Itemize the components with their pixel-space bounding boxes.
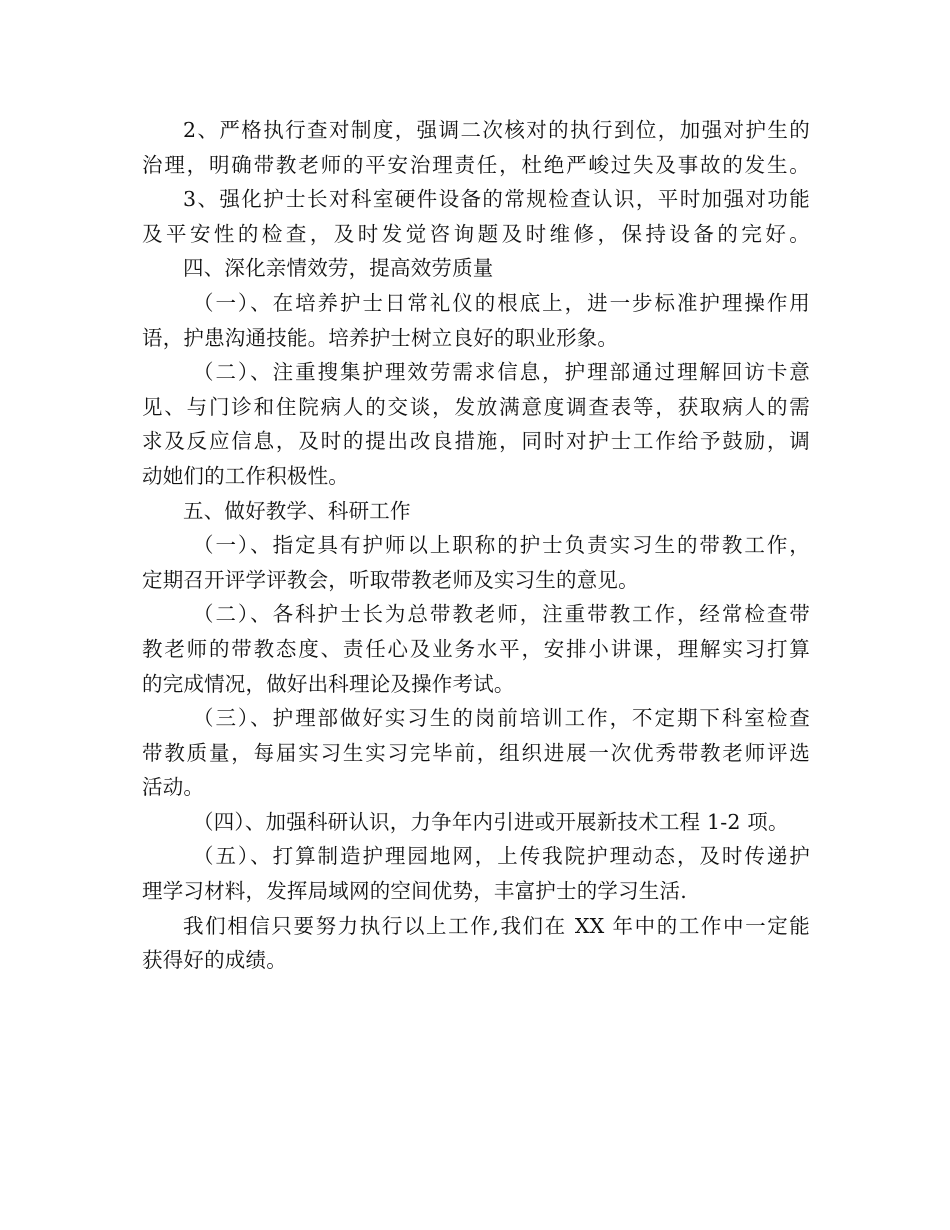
text-line: 的完成情况，做好出科理论及操作考试。 (142, 671, 515, 696)
document-body (142, 113, 810, 978)
text-line: 3、强化护士长对科室硬件设备的常规检查认识，平时加强对功能 (183, 187, 810, 212)
text-line: 2、严格执行查对制度，强调二次核对的执行到位，加强对护生的 (183, 118, 810, 142)
section-heading: 五、做好教学、科研工作 (183, 498, 411, 523)
text-line: 教老师的带教态度、责任心及业务水平，安排小讲课，理解实习打算 (142, 636, 810, 661)
text-line: 带教质量，每届实习生实习完毕前，组织进展一次优秀带教老师评选 (142, 740, 810, 765)
text-line: 定期召开评学评教会，听取带教老师及实习生的意见。 (142, 567, 639, 592)
text-line: （二）、各科护士长为总带教老师，注重带教工作，经常检查带 (193, 602, 810, 627)
text-line: 我们相信只要努力执行以上工作,我们在 XX 年中的工作中一定能 (183, 913, 810, 938)
text-line: （四）、加强科研认识，力争年内引进或开展新技术工程 1-2 项。 (193, 809, 789, 834)
text-line: （二）、注重搜集护理效劳需求信息，护理部通过理解回访卡意 (193, 360, 810, 385)
text-line: （一）、在培养护士日常礼仪的根底上，进一步标准护理操作用 (193, 290, 810, 315)
text-line: 活动。 (142, 775, 205, 800)
text-line: 动她们的工作积极性。 (142, 463, 349, 488)
section-heading: 四、深化亲情效劳，提高效劳质量 (183, 256, 494, 281)
text-line: 理学习材料，发挥局域网的空间优势，丰富护士的学习生活. (142, 879, 687, 904)
text-line: 求及反应信息，及时的提出改良措施，同时对护士工作给予鼓励，调 (142, 429, 810, 454)
text-line: （五）、打算制造护理园地网，上传我院护理动态，及时传递护 (193, 844, 810, 869)
text-line: 获得好的成绩。 (142, 948, 287, 973)
text-line: 见、与门诊和住院病人的交谈，发放满意度调查表等，获取病人的需 (142, 394, 810, 419)
text-line: 及平安性的检查，及时发觉咨询题及时维修，保持设备的完好。 (142, 221, 810, 246)
text-line: （一）、指定具有护师以上职称的护士负责实习生的带教工作， (193, 533, 810, 558)
text-line: （三）、护理部做好实习生的岗前培训工作，不定期下科室检查 (193, 706, 810, 731)
text-line: 治理，明确带教老师的平安治理责任，杜绝严峻过失及事故的发生。 (142, 152, 810, 177)
text-line: 语，护患沟通技能。培养护士树立良好的职业形象。 (142, 325, 619, 350)
